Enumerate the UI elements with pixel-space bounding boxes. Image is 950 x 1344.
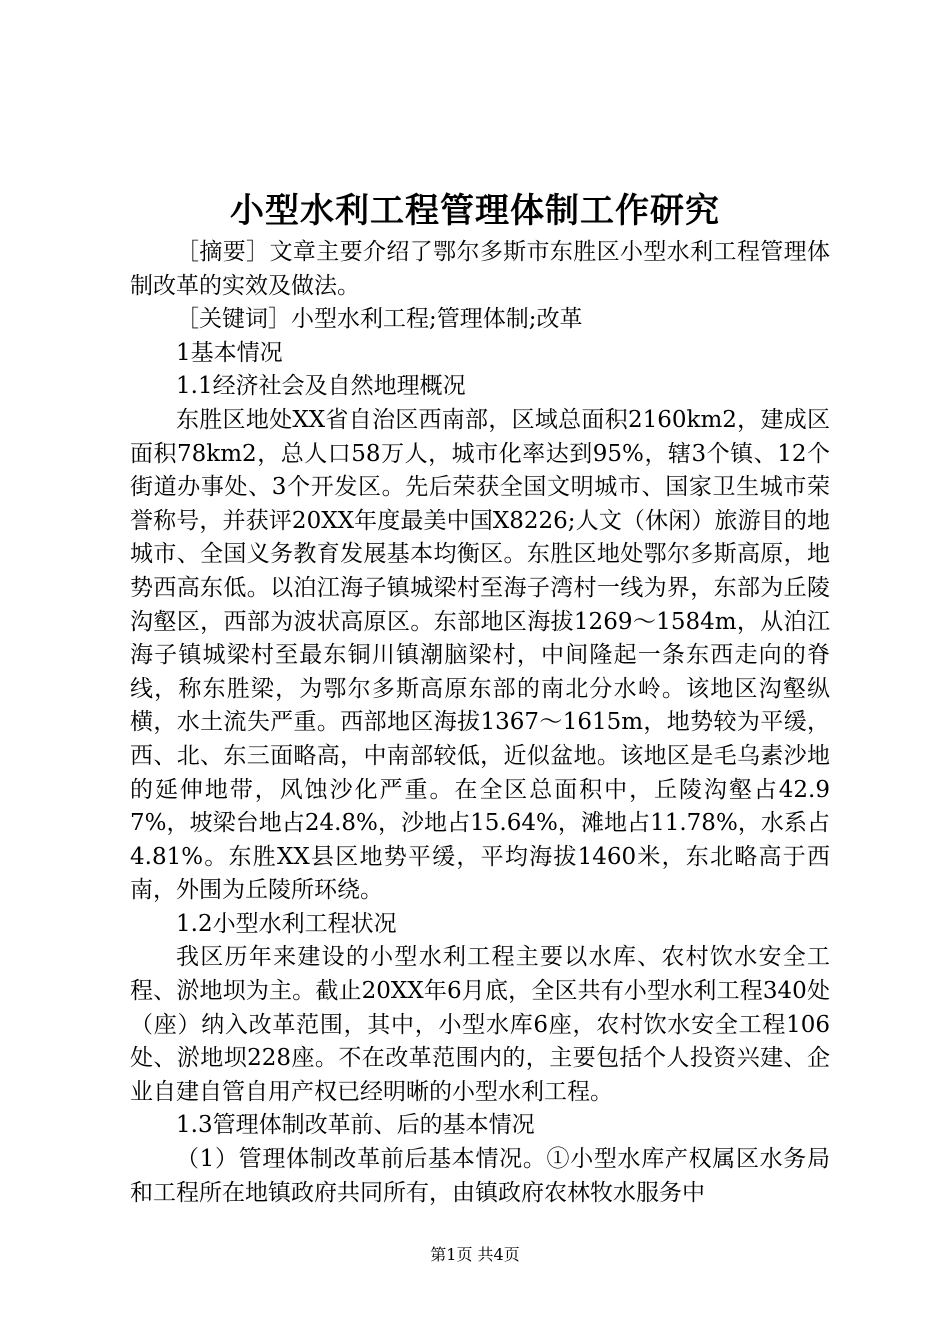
abstract-paragraph: ［摘要］文章主要介绍了鄂尔多斯市东胜区小型水利工程管理体制改革的实效及做法。 (130, 239, 830, 299)
section-heading-1-1: 1.1经济社会及自然地理概况 (176, 373, 466, 400)
body-paragraph-reform: （1）管理体制改革前后基本情况。①小型水库产权属区水务局和工程所在地镇政府共同所有，由镇政府农林牧水服务中 (130, 1146, 830, 1206)
section-heading-1-3: 1.3管理体制改革前、后的基本情况 (176, 1112, 535, 1139)
page-footer: 第1页 共4页 (430, 1245, 520, 1264)
document-title: 小型水利工程管理体制工作研究 (230, 191, 720, 231)
keywords-paragraph: ［关键词］小型水利工程;管理体制;改革 (176, 306, 583, 333)
document-body (130, 236, 830, 1210)
section-heading-1-2: 1.2小型水利工程状况 (176, 910, 397, 937)
body-paragraph-projects: 我区历年来建设的小型水利工程主要以水库、农村饮水安全工程、淤地坝为主。截止20XX年6月底，全区共有小型水利工程340处（座）纳入改革范围，其中，小型水库6座，农村饮水安全工程106处、淤地坝228座。不在改革范围内的，主要包括个人投资兴建、企业自建自管自用产权已经明晰的小型水利工程。 (130, 944, 830, 1105)
section-heading-1: 1基本情况 (176, 339, 283, 366)
body-paragraph-geography: 东胜区地处XX省自治区西南部，区域总面积2160km2，建成区面积78km2，总人口58万人，城市化率达到95%，辖3个镇、12个街道办事处、3个开发区。先后荣获全国文明城市、国家卫生城市荣誉称号，并获评20XX年度最美中国X8226;人文（休闲）旅游目的地城市、全国义务教育发展基本均衡区。东胜区地处鄂尔多斯高原，地势西高东低。以泊江海子镇城梁村至海子湾村一线为界，东部为丘陵沟壑区，西部为波状高原区。东部地区海拔1269～1584m，从泊江海子镇城梁村至最东铜川镇潮脑梁村，中间隆起一条东西走向的脊线，称东胜梁，为鄂尔多斯高原东部的南北分水岭。该地区沟壑纵横，水土流失严重。西部地区海拔1367～1615m，地势较为平缓，西、北、东三面略高，中南部较低，近似盆地。该地区是毛乌素沙地的延伸地带，风蚀沙化严重。在全区总面积中，丘陵沟壑占42.97%，坡梁台地占24.8%，沙地占15.64%，滩地占11.78%，水系占4.81%。东胜XX县区地势平缓，平均海拔1460米，东北略高于西南，外围为丘陵所环绕。 (130, 406, 830, 904)
